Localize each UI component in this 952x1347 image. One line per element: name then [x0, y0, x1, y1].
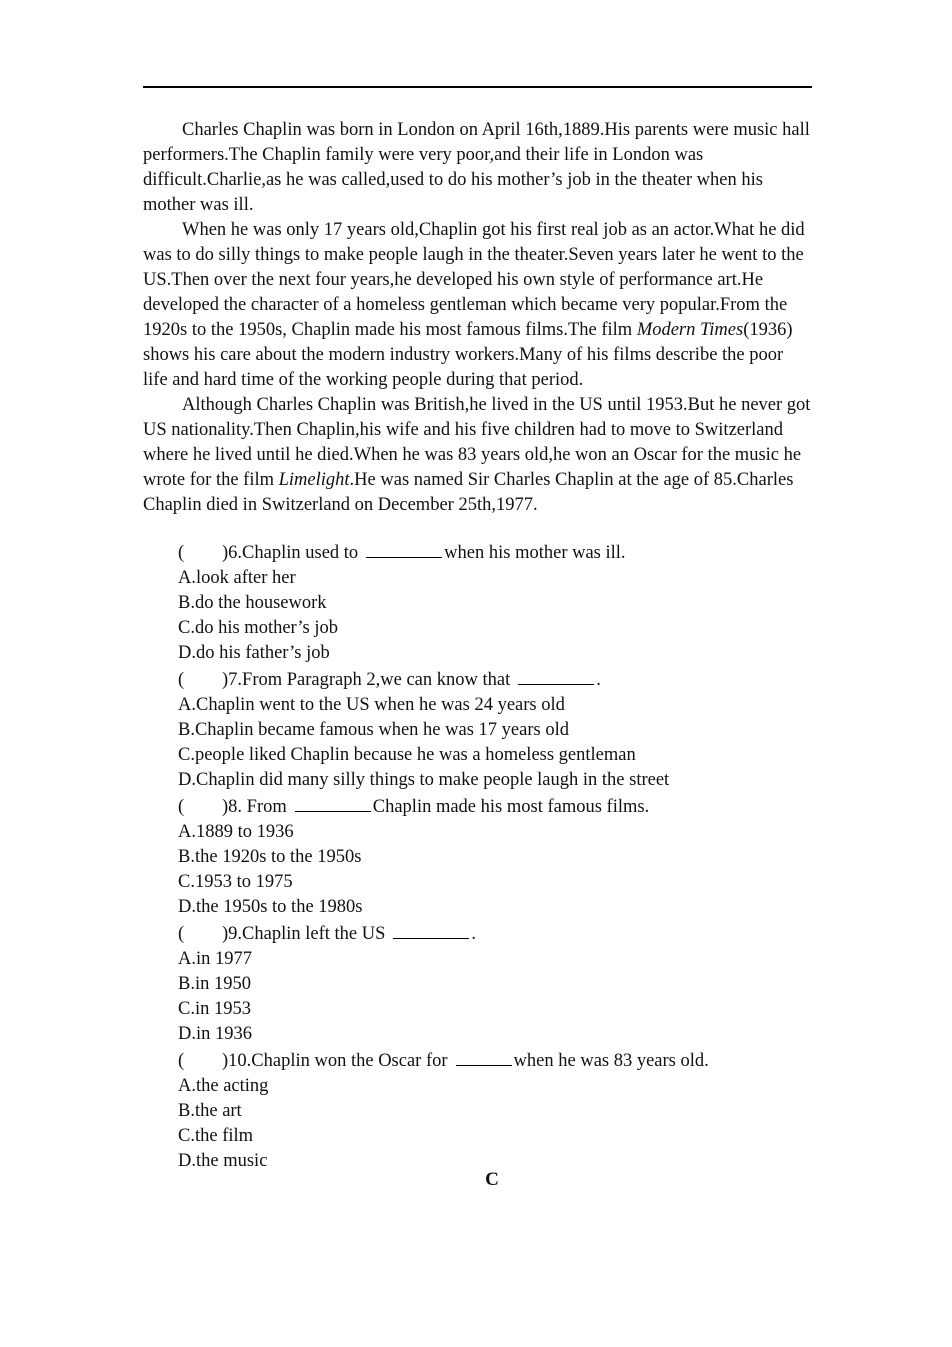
question-10-stem: )10.Chaplin won the Oscar for	[222, 1051, 448, 1071]
option-8c: C.1953 to 1975	[178, 872, 293, 892]
paragraph-3-text-a: Although Charles Chaplin was British,he lived in the US until 1953.But he never got US nationality.Then Chaplin,his wife and his five children had to move to Switzerland where he lived until he died.When he was 83 years old,he won an Oscar for the music he wrote for the film	[143, 395, 811, 490]
answer-blank	[295, 793, 371, 812]
option-8d: D.the 1950s to the 1980s	[178, 897, 363, 917]
answer-blank	[393, 920, 469, 939]
paragraph-2-text-a: When he was only 17 years old,Chaplin got his first real job as an actor.What he did was to do silly things to make people laugh in the theater.Seven years later he went to the US.Then over the next four years,he developed his own style of performance art.He developed the character of a homeless gentleman which became very popular.From the 1920s to the 1950s, Chaplin made his most famous films.The film	[143, 220, 805, 340]
paragraph-2-text-b: (1936) shows his care about the modern industry workers.Many of his films describe the poor life and hard time of the working people during that period.	[143, 320, 793, 390]
film-title-limelight: Limelight	[278, 470, 350, 490]
option-6d: D.do his father’s job	[178, 643, 330, 663]
answer-blank	[518, 666, 594, 685]
option-9c: C.in 1953	[178, 999, 251, 1019]
answer-paren[interactable]: (	[178, 543, 185, 563]
question-8-stem: )8. From	[222, 797, 287, 817]
option-9b: B.in 1950	[178, 974, 251, 994]
option-10b: B.the art	[178, 1101, 242, 1121]
question-9-stem-end: .	[471, 924, 477, 944]
option-8b: B.the 1920s to the 1950s	[178, 847, 362, 867]
question-10	[178, 1047, 818, 1074]
question-9-stem: )9.Chaplin left the US	[222, 924, 386, 944]
option-7c: C.people liked Chaplin because he was a homeless gentleman	[178, 745, 636, 765]
option-6c: C.do his mother’s job	[178, 618, 338, 638]
question-6	[178, 539, 818, 566]
paragraph-1: Charles Chaplin was born in London on April 16th,1889.His parents were music hall performers.The Chaplin family were very poor,and their life in London was difficult.Charlie,as he was called,used to do his mother’s job in the theater when his mother was ill.	[143, 120, 810, 215]
answer-blank	[456, 1047, 512, 1066]
option-8a: A.1889 to 1936	[178, 822, 294, 842]
option-10d: D.the music	[178, 1151, 268, 1171]
option-9d: D.in 1936	[178, 1024, 252, 1044]
question-7	[178, 666, 818, 693]
answer-blank	[366, 539, 442, 558]
header-rule	[143, 86, 812, 88]
answer-paren[interactable]: (	[178, 670, 185, 690]
option-9a: A.in 1977	[178, 949, 252, 969]
paragraph-2	[143, 218, 812, 393]
option-10a: A.the acting	[178, 1076, 269, 1096]
answer-paren[interactable]: (	[178, 1051, 185, 1071]
paragraph-3-text-b: .He was named Sir Charles Chaplin at the age of 85.Charles Chaplin died in Switzerland on December 25th,1977.	[143, 470, 794, 515]
question-list	[178, 539, 818, 1174]
option-7d: D.Chaplin did many silly things to make people laugh in the street	[178, 770, 670, 790]
section-heading: C	[485, 1169, 499, 1190]
option-6a: A.look after her	[178, 568, 296, 588]
question-6-stem-end: when his mother was ill.	[444, 543, 626, 563]
question-8	[178, 793, 818, 820]
paragraph-3	[143, 393, 812, 518]
option-6b: B.do the housework	[178, 593, 327, 613]
reading-passage	[143, 118, 812, 518]
question-10-stem-end: when he was 83 years old.	[513, 1051, 709, 1071]
option-10c: C.the film	[178, 1126, 254, 1146]
option-7a: A.Chaplin went to the US when he was 24 years old	[178, 695, 565, 715]
option-7b: B.Chaplin became famous when he was 17 years old	[178, 720, 569, 740]
answer-paren[interactable]: (	[178, 924, 185, 944]
question-6-stem: )6.Chaplin used to	[222, 543, 359, 563]
question-9	[178, 920, 818, 947]
question-8-stem-end: Chaplin made his most famous films.	[372, 797, 650, 817]
film-title-modern-times: Modern Times	[636, 320, 744, 340]
question-7-stem-end: .	[596, 670, 601, 690]
answer-paren[interactable]: (	[178, 797, 185, 817]
question-7-stem: )7.From Paragraph 2,we can know that	[222, 670, 511, 690]
